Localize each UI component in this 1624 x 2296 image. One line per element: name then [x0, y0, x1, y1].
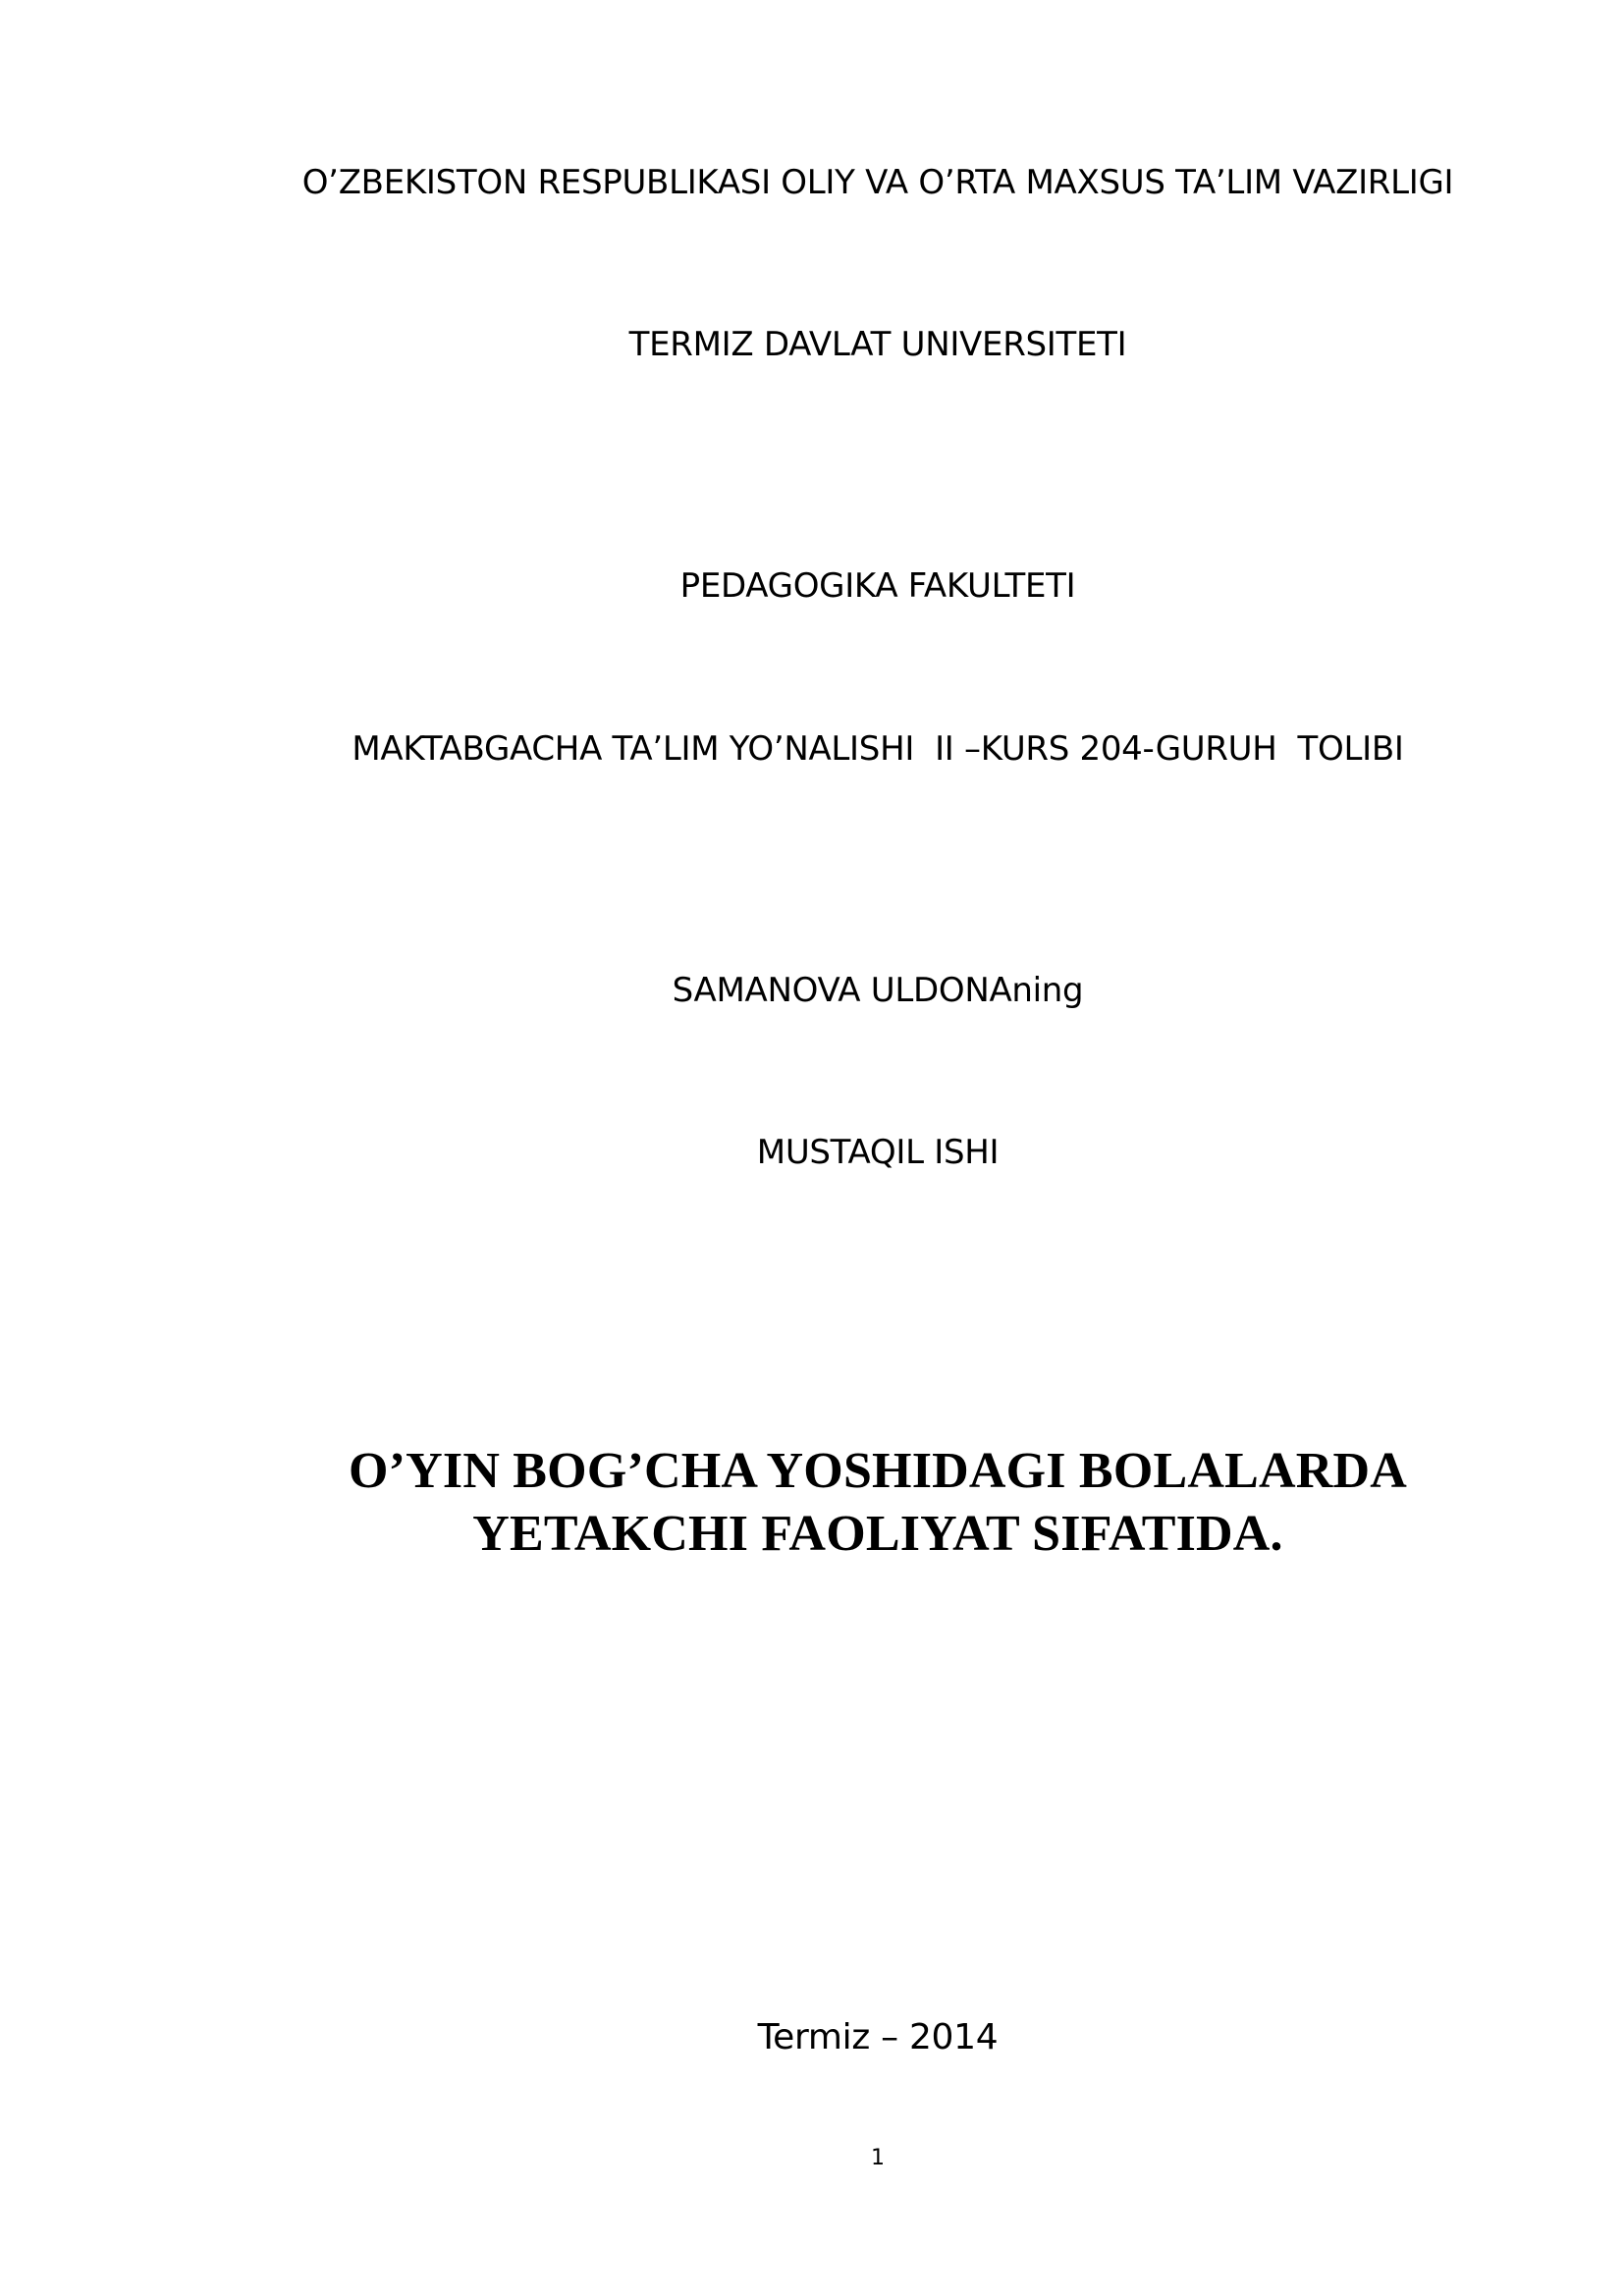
ministry-heading: O’ZBEKISTON RESPUBLIKASI OLIY VA O’RTA MAXSUS TA’LIM VAZIRLIGI — [301, 163, 1454, 202]
university-name: TERMIZ DAVLAT UNIVERSITETI — [628, 325, 1127, 364]
title-line-1: O’YIN BOG’CHA YOSHIDAGI BOLALARDA — [348, 1443, 1407, 1499]
student-name: SAMANOVA ULDONAning — [672, 971, 1084, 1010]
title-line-2: YETAKCHI FAOLIYAT SIFATIDA. — [472, 1506, 1283, 1562]
page-number: 1 — [871, 2146, 885, 2170]
work-type: MUSTAQIL ISHI — [756, 1133, 1000, 1172]
place-and-year: Termiz – 2014 — [757, 2017, 999, 2057]
faculty-name: PEDAGOGIKA FAKULTETI — [679, 566, 1076, 606]
document-title — [249, 1440, 1506, 1566]
study-direction: MAKTABGACHA TA’LIM YO’NALISHI II –KURS 204-GURUH TOLIBI — [352, 729, 1404, 769]
